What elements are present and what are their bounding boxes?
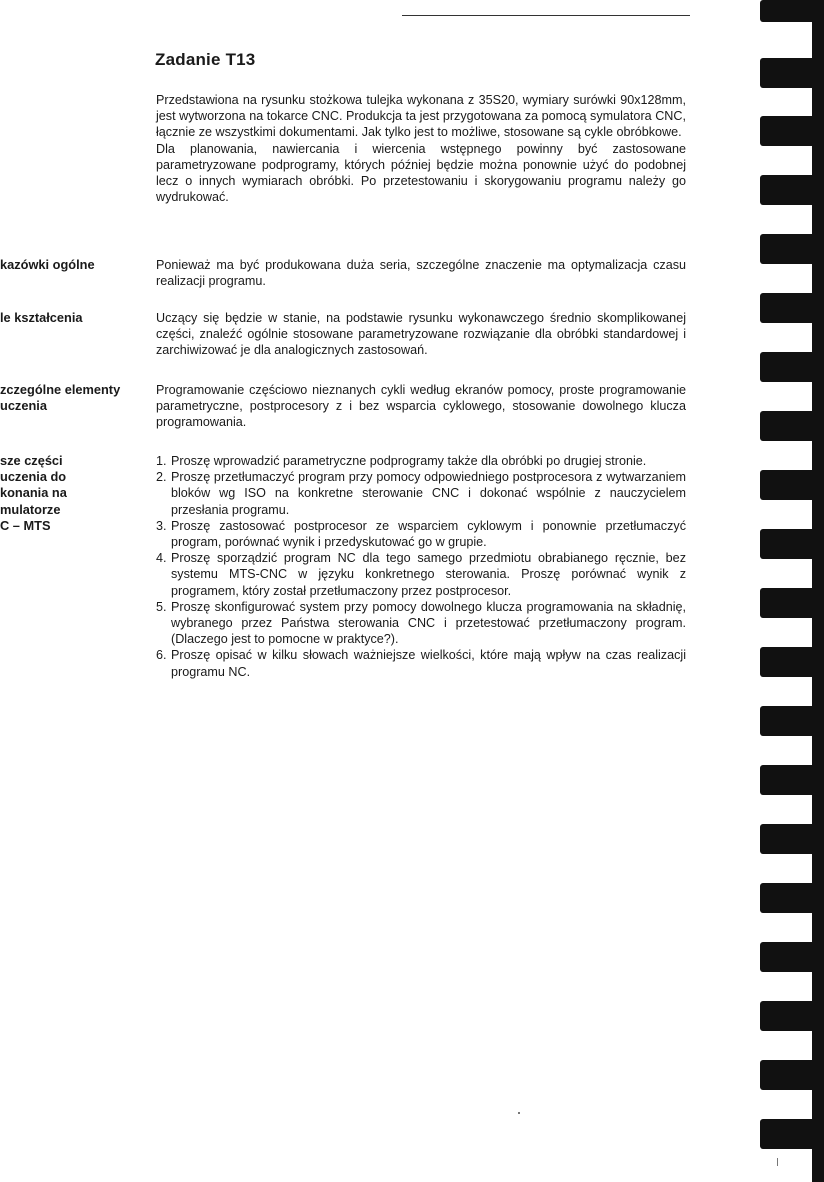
task-item (156, 518, 686, 550)
binding-ring (760, 824, 824, 854)
intro-block (156, 92, 686, 205)
binding-ring (760, 706, 824, 736)
section-text-general-notes: Ponieważ ma być produkowana duża seria, szczególne znaczenie ma optymalizacja czasu realizacji programu. (156, 258, 686, 289)
binding-ring (760, 175, 824, 205)
task-item (156, 647, 686, 679)
task-item (156, 453, 686, 469)
section-label-general-notes: kazówki ogólne (0, 257, 95, 272)
binding-ring (760, 529, 824, 559)
binding-ring (760, 293, 824, 323)
binding-ring (760, 765, 824, 795)
task-text: Proszę sporządzić program NC dla tego samego przedmiotu obrabianego ręcznie, bez systemu MTS-CNC w języku konkretnego sterowania. Proszę porównać wynik z programem, który został przetłumaczony przez postprocesor. (171, 551, 686, 598)
binding-ring (760, 1119, 824, 1149)
task-number: 2. (156, 470, 167, 485)
section-label-special-elements: zczególne elementy uczenia (0, 382, 121, 414)
scan-speck (518, 1112, 520, 1114)
task-number: 1. (156, 454, 167, 468)
binding-ring (760, 1060, 824, 1090)
task-number: 4. (156, 551, 167, 566)
intro-paragraph: Dla planowania, nawiercania i wiercenia wstępnego powinny być zastosowane parametryzowane podprogramy, których później będzie można ponownie użyć do podobnej lecz o innych wymiarach obróbki. Po przetestowaniu i skorygowaniu programu należy go wydrukować. (156, 141, 686, 205)
spiral-binding (760, 0, 824, 1182)
task-list (156, 453, 686, 680)
binding-ring (760, 1001, 824, 1031)
task-text: Proszę zastosować postprocesor ze wsparciem cyklowym i ponownie przetłumaczyć program, porównać wynik i przedyskutować go w grupie. (171, 518, 686, 550)
task-item (156, 550, 686, 599)
binding-ring (760, 647, 824, 677)
binding-ring (760, 470, 824, 500)
task-number: 3. (156, 518, 167, 533)
task-text: Proszę wprowadzić parametryczne podprogramy także dla obróbki po drugiej stronie. (171, 454, 647, 468)
binding-ring (760, 116, 824, 146)
page-title: Zadanie T13 (155, 50, 256, 69)
binding-ring (760, 58, 824, 88)
binding-ring (760, 942, 824, 972)
top-rule (402, 15, 690, 16)
section-label-learning-goals: le kształcenia (0, 310, 83, 325)
binding-ring (760, 352, 824, 382)
section-text-learning-goals: Uczący się będzie w stanie, na podstawie rysunku wykonawczego średnio skomplikowanej części, znaleźć ogólnie stosowane parametryzowane rozwiązanie dla obróbki standardowej i zarchiwizować je dla analogicznych zastosowań. (156, 311, 686, 358)
binding-ring (760, 411, 824, 441)
binding-ring (760, 883, 824, 913)
scan-speck (777, 1158, 778, 1166)
task-number: 6. (156, 648, 167, 663)
section-label-tasks: sze części uczenia do konania na mulatorze C – MTS (0, 453, 67, 533)
task-text: Proszę skonfigurować system przy pomocy dowolnego klucza programowania na składnię, wybranego przez Państwa sterowania CNC i przetestować przetłumaczony program. (Dlaczego jest to pomocne w praktyce?). (171, 599, 686, 647)
binding-ring (760, 234, 824, 264)
binding-ring (760, 588, 824, 618)
task-item (156, 469, 686, 518)
section-text-special-elements: Programowanie częściowo nieznanych cykli według ekranów pomocy, proste programowanie parametryczne, postprocesory z i bez wsparcia cyklowego, stosowanie dowolnego klucza programowania. (156, 383, 686, 430)
binding-ring (760, 0, 824, 22)
task-item (156, 599, 686, 648)
task-number: 5. (156, 599, 167, 614)
intro-paragraph: Przedstawiona na rysunku stożkowa tulejka wykonana z 35S20, wymiary surówki 90x128mm, jest wytworzona na tokarce CNC. Produkcja ta jest przygotowana za pomocą symulatora CNC, łącznie ze wszystkimi dokumentami. Jak tylko jest to możliwe, stosowane są cykle obróbkowe. (156, 93, 686, 140)
task-text: Proszę opisać w kilku słowach ważniejsze wielkości, które mają wpływ na czas realizacji programu NC. (171, 648, 686, 679)
task-text: Proszę przetłumaczyć program przy pomocy odpowiedniego postprocesora z wytwarzaniem bloków wg ISO na konkretne sterowanie CNC i dokonać wspólnie z nauczycielem przesłania programu. (171, 470, 686, 517)
